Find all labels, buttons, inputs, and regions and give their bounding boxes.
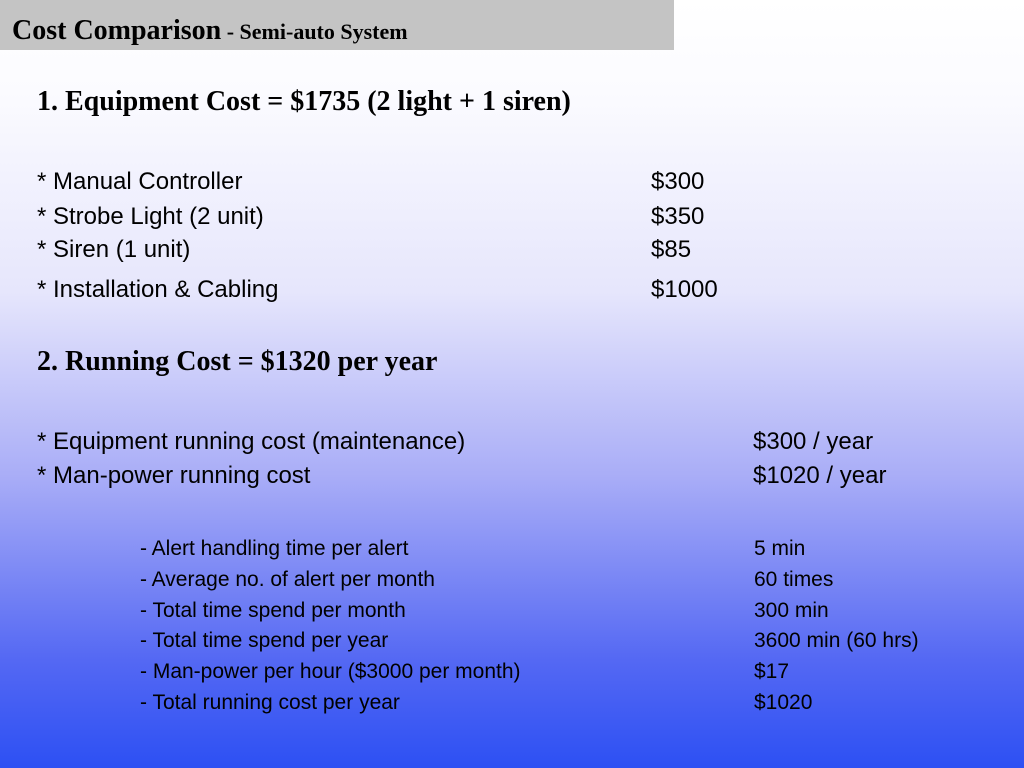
slide-title-main: Cost Comparison [12, 15, 222, 46]
item-label: * Manual Controller [37, 168, 243, 195]
slide-title-subtitle: - Semi-auto System [221, 19, 408, 44]
item-value: $1000 [651, 276, 718, 303]
item-value: $85 [651, 236, 692, 263]
detail-alert-handling-time [140, 537, 806, 561]
equipment-item-strobe-light [37, 203, 705, 231]
equipment-cost-heading: 1. Equipment Cost = $1735 (2 light + 1 siren) [37, 86, 571, 117]
detail-value: $1020 [754, 691, 813, 714]
detail-label: - Total running cost per year [140, 691, 400, 714]
slide-title [12, 10, 408, 47]
item-label: * Strobe Light (2 unit) [37, 203, 264, 230]
detail-total-running-cost [140, 691, 813, 715]
detail-label: - Man-power per hour ($3000 per month) [140, 660, 521, 683]
item-label: * Equipment running cost (maintenance) [37, 428, 466, 455]
item-value: $300 / year [753, 428, 874, 455]
detail-time-per-year [140, 629, 919, 653]
detail-value: 300 min [754, 599, 829, 622]
detail-value: $17 [754, 660, 790, 683]
detail-label: - Total time spend per month [140, 599, 406, 622]
detail-label: - Average no. of alert per month [140, 568, 435, 591]
detail-manpower-per-hour [140, 660, 790, 684]
detail-alerts-per-month [140, 568, 834, 592]
equipment-item-manual-controller [37, 168, 705, 196]
detail-value: 5 min [754, 537, 806, 560]
item-value: $350 [651, 203, 705, 230]
detail-time-per-month [140, 599, 829, 623]
item-value: $1020 / year [753, 462, 887, 489]
running-item-equipment [37, 428, 874, 456]
item-value: $300 [651, 168, 705, 195]
detail-label: - Alert handling time per alert [140, 537, 409, 560]
item-label: * Installation & Cabling [37, 276, 279, 303]
detail-label: - Total time spend per year [140, 629, 389, 652]
title-bar [0, 0, 674, 50]
item-label: * Siren (1 unit) [37, 236, 191, 263]
running-item-manpower [37, 462, 887, 490]
detail-value: 3600 min (60 hrs) [754, 629, 919, 652]
equipment-item-installation [37, 276, 718, 304]
item-label: * Man-power running cost [37, 462, 311, 489]
detail-value: 60 times [754, 568, 834, 591]
running-cost-heading: 2. Running Cost = $1320 per year [37, 346, 438, 377]
equipment-item-siren [37, 236, 692, 264]
